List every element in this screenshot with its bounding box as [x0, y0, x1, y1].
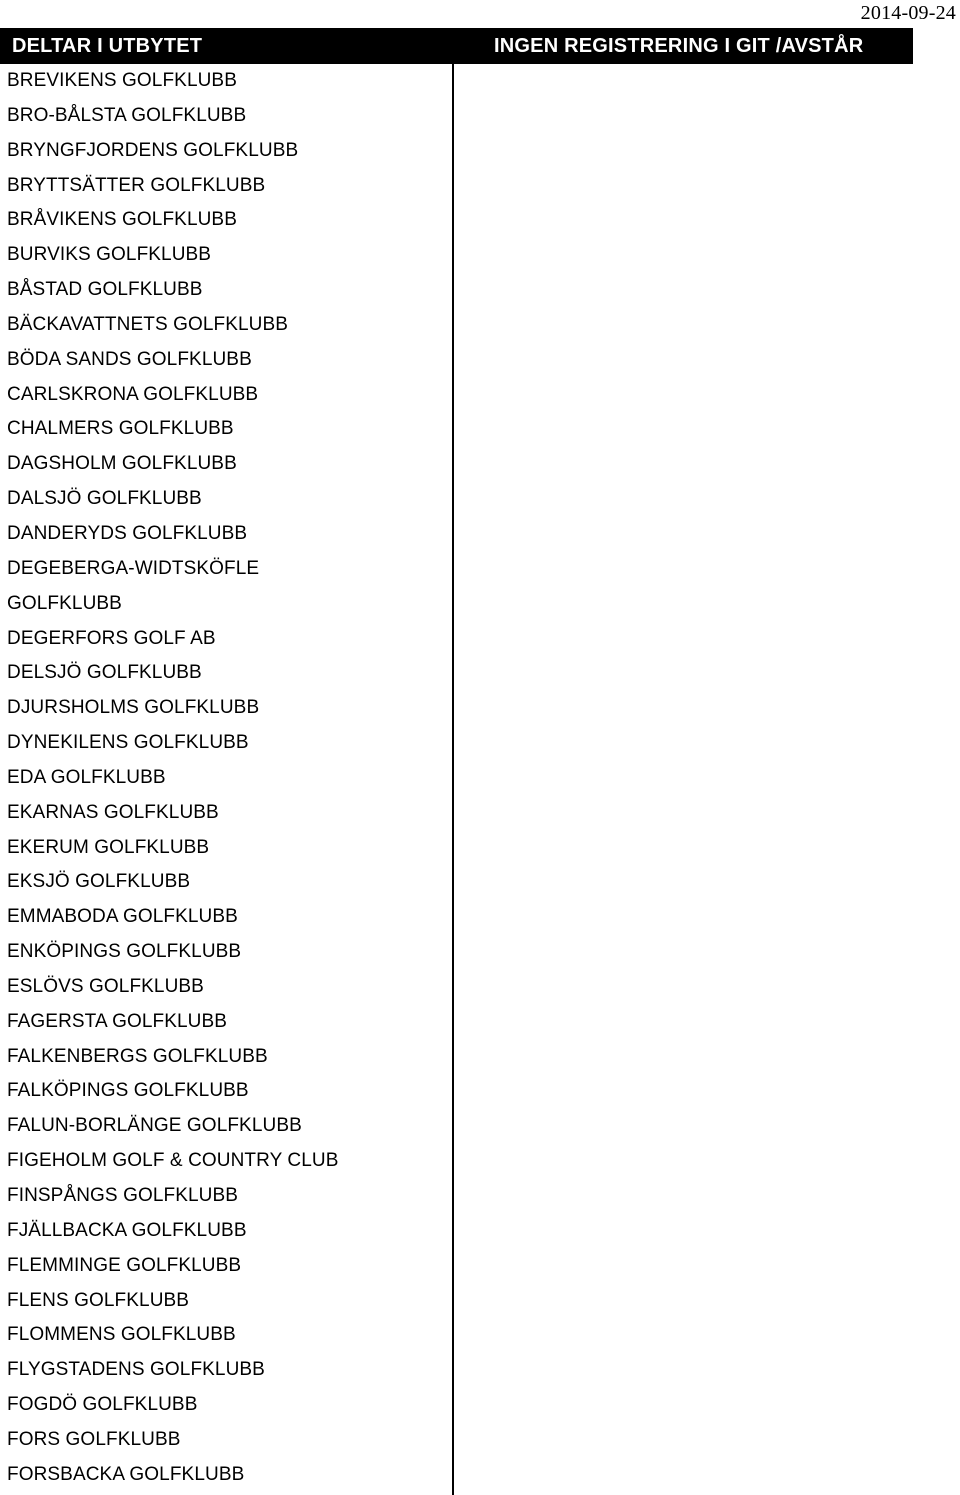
list-item: FLENS GOLFKLUBB	[7, 1289, 190, 1311]
list-item: DJURSHOLMS GOLFKLUBB	[7, 697, 260, 719]
list-item: FALKÖPINGS GOLFKLUBB	[7, 1080, 249, 1102]
list-item: FORSBACKA GOLFKLUBB	[7, 1463, 245, 1485]
list-item: BÖDA SANDS GOLFKLUBB	[7, 348, 252, 370]
list-item: BRYNGFJORDENS GOLFKLUBB	[7, 139, 299, 161]
list-item: BRÅVIKENS GOLFKLUBB	[7, 209, 237, 231]
list-item: DEGERFORS GOLF AB	[7, 627, 216, 649]
list-item: FLYGSTADENS GOLFKLUBB	[7, 1359, 265, 1381]
list-item: FINSPÅNGS GOLFKLUBB	[7, 1185, 239, 1206]
list-item: ESLÖVS GOLFKLUBB	[7, 975, 204, 997]
list-item: BÅSTAD GOLFKLUBB	[7, 279, 203, 301]
column-divider	[452, 28, 454, 1495]
list-item: EKARNAS GOLFKLUBB	[7, 801, 219, 823]
list-item: BURVIKS GOLFKLUBB	[7, 244, 212, 266]
list-item: DALSJÖ GOLFKLUBB	[7, 488, 202, 510]
list-item: BRO-BÅLSTA GOLFKLUBB	[7, 104, 247, 126]
list-item: EDA GOLFKLUBB	[7, 766, 166, 788]
list-item: FIGEHOLM GOLF & COUNTRY CLUB	[7, 1150, 339, 1172]
table-header	[0, 28, 913, 64]
list-item: FALKENBERGS GOLFKLUBB	[7, 1045, 268, 1067]
list-item: DAGSHOLM GOLFKLUBB	[7, 453, 237, 475]
list-item: BRYTTSÄTTER GOLFKLUBB	[7, 174, 266, 196]
list-item: GOLFKLUBB	[7, 592, 122, 614]
list-item: FJÄLLBACKA GOLFKLUBB	[7, 1219, 247, 1241]
document-date: 2014-09-24	[860, 2, 956, 24]
list-item: CHALMERS GOLFKLUBB	[7, 418, 234, 440]
header-participating: DELTAR I UTBYTET	[12, 35, 203, 57]
header-not-registered: INGEN REGISTRERING I GIT /AVSTÅR	[494, 35, 864, 57]
list-item: FLEMMINGE GOLFKLUBB	[7, 1254, 242, 1276]
list-item: FALUN-BORLÄNGE GOLFKLUBB	[7, 1115, 302, 1137]
club-list	[7, 64, 339, 1493]
list-item: DEGEBERGA-WIDTSKÖFLE	[7, 557, 260, 579]
list-item: DANDERYDS GOLFKLUBB	[7, 522, 248, 544]
list-item: DELSJÖ GOLFKLUBB	[7, 662, 202, 684]
list-item: CARLSKRONA GOLFKLUBB	[7, 383, 259, 405]
list-item: FORS GOLFKLUBB	[7, 1428, 181, 1450]
list-item: BREVIKENS GOLFKLUBB	[7, 70, 237, 91]
list-item: EMMABODA GOLFKLUBB	[7, 906, 238, 928]
list-item: ENKÖPINGS GOLFKLUBB	[7, 941, 242, 963]
list-item: FLOMMENS GOLFKLUBB	[7, 1324, 236, 1346]
list-item: EKSJÖ GOLFKLUBB	[7, 871, 191, 893]
list-item: DYNEKILENS GOLFKLUBB	[7, 732, 249, 754]
list-item: FAGERSTA GOLFKLUBB	[7, 1010, 228, 1032]
list-item: FOGDÖ GOLFKLUBB	[7, 1394, 198, 1416]
list-item: BÄCKAVATTNETS GOLFKLUBB	[7, 313, 289, 335]
list-item: EKERUM GOLFKLUBB	[7, 836, 210, 858]
